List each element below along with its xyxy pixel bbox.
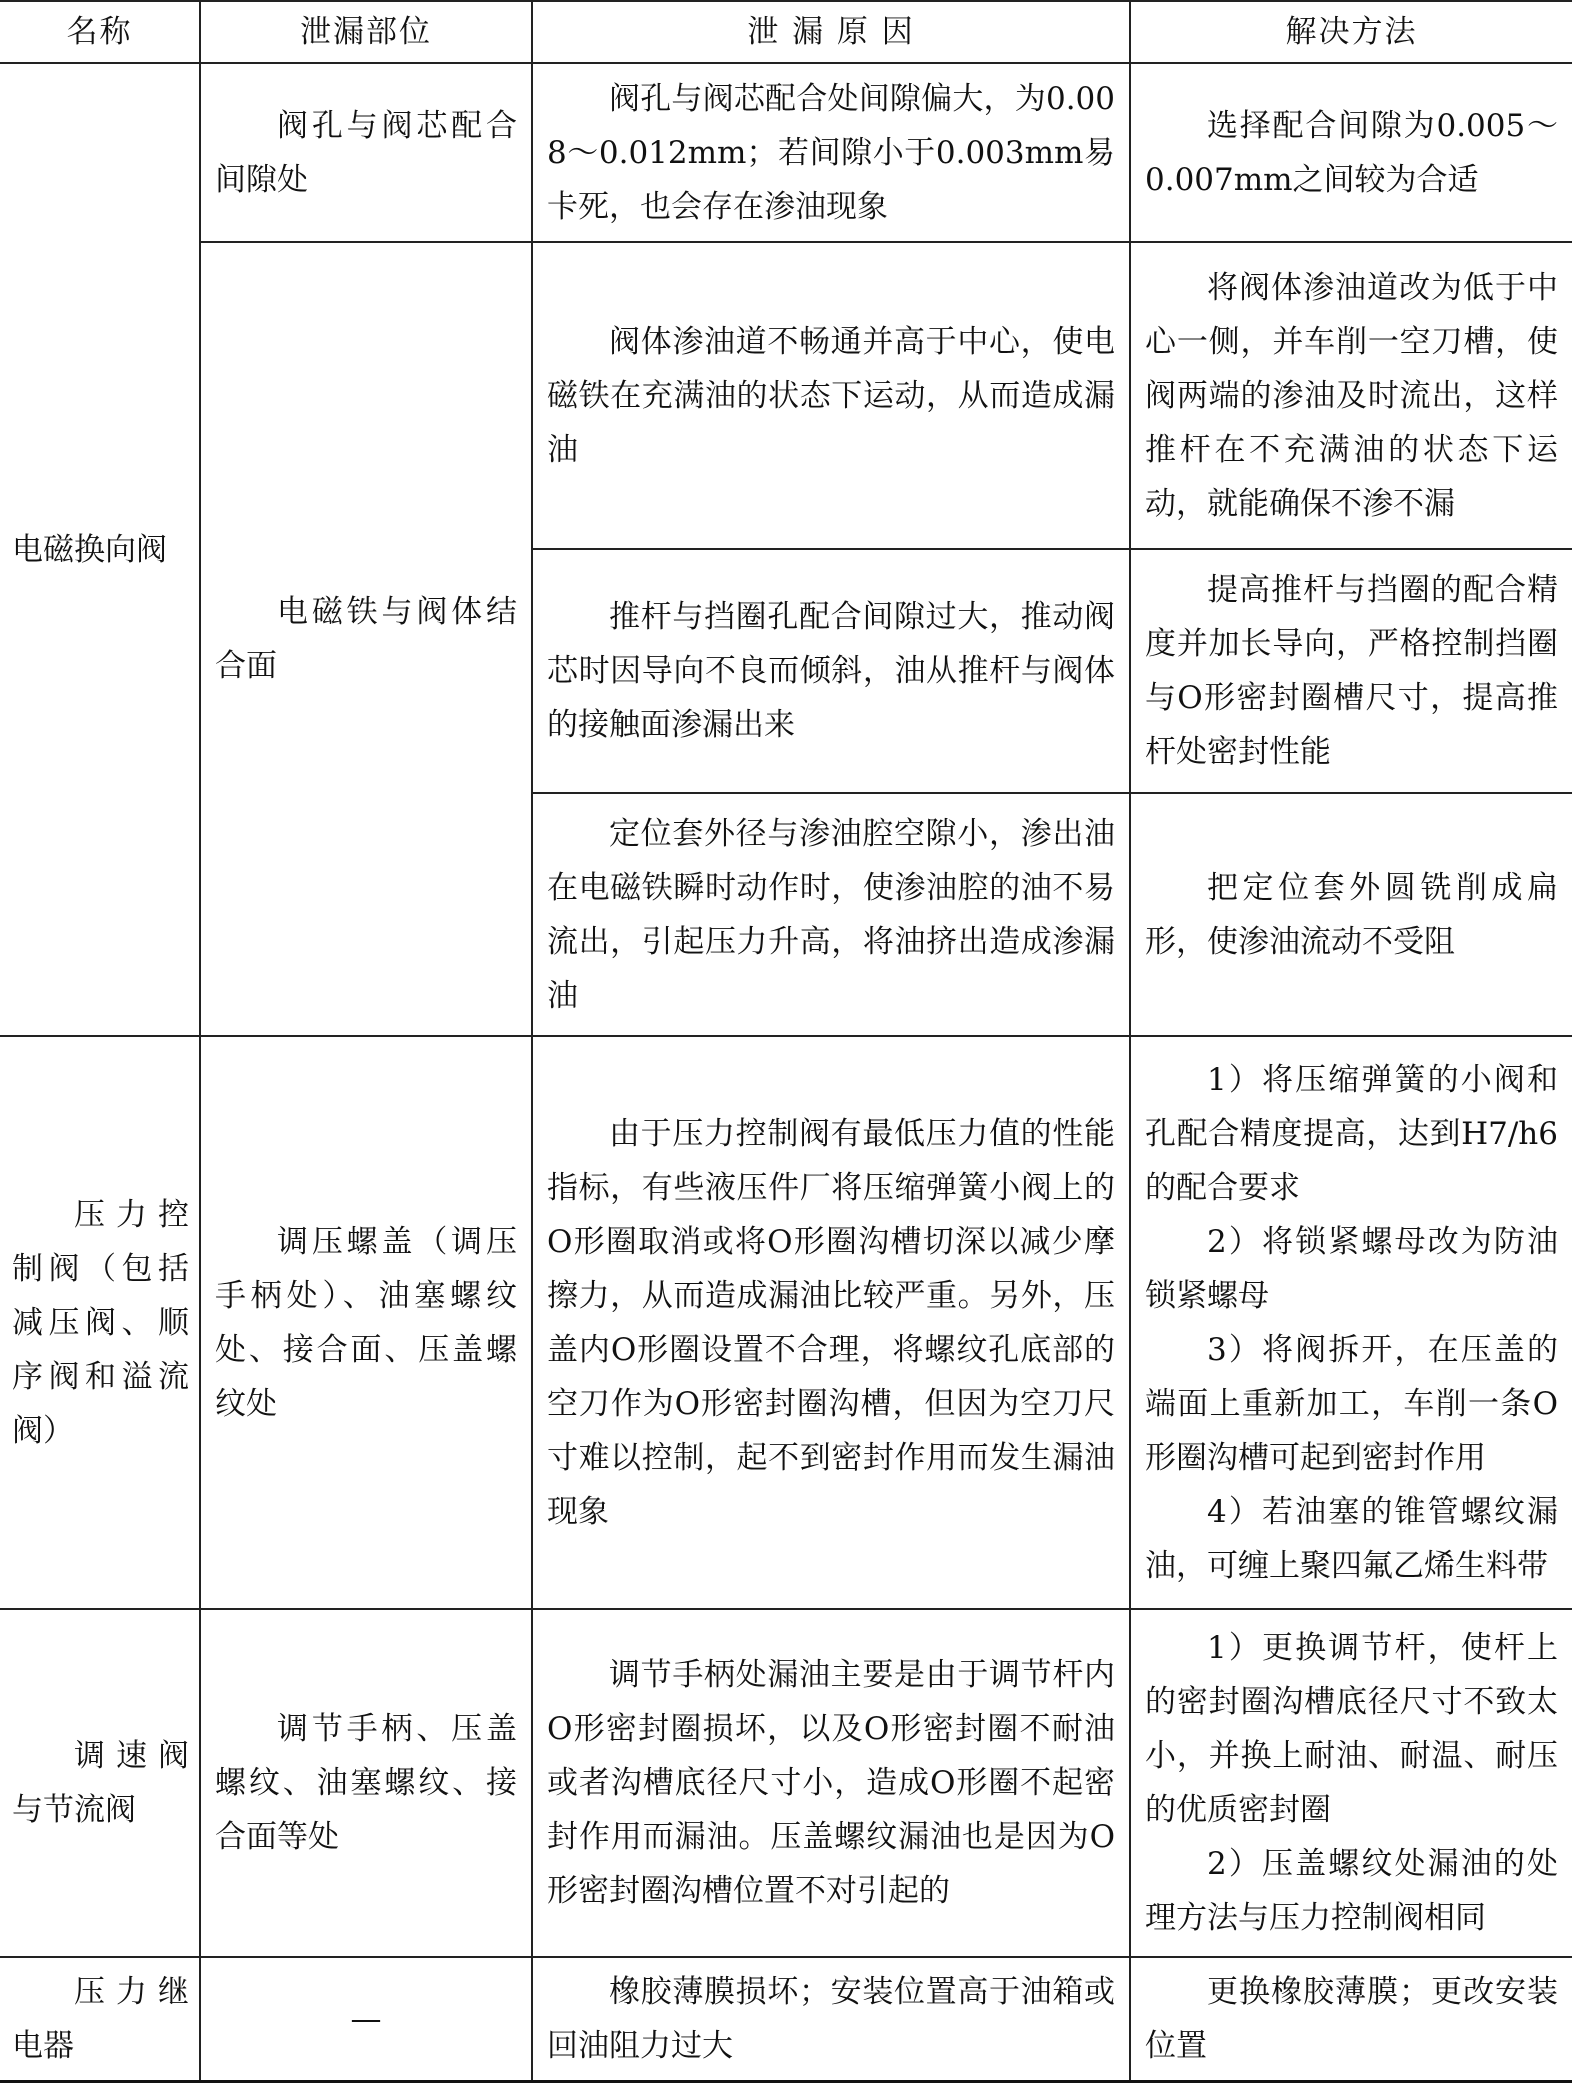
leak-location: 阀孔与阀芯配合间隙处 (200, 63, 532, 242)
leak-solution: 提高推杆与挡圈的配合精度并加长导向，严格控制挡圈与O形密封圈槽尺寸，提高推杆处密封性能 (1130, 549, 1572, 793)
table-row (0, 63, 1572, 242)
solution-step: 1）更换调节杆，使杆上的密封圈沟槽底径尺寸不致太小，并换上耐油、耐温、耐压的优质密封圈 (1145, 1629, 1558, 1828)
leak-location: 调节手柄、压盖螺纹、油塞螺纹、接合面等处 (200, 1609, 532, 1957)
valve-name: 电磁换向阀 (0, 63, 200, 1036)
leak-solution: 将阀体渗油道改为低于中心一侧，并车削一空刀槽，使阀两端的渗油及时流出，这样推杆在不充满油的状态下运动，就能确保不渗不漏 (1130, 242, 1572, 549)
leak-cause: 由于压力控制阀有最低压力值的性能指标，有些液压件厂将压缩弹簧小阀上的O形圈取消或将O形圈沟槽切深以减少摩擦力，从而造成漏油比较严重。另外，压盖内O形圈设置不合理，将螺纹孔底部的空刀作为O形密封圈沟槽，但因为空刀尺寸难以控制，起不到密封作用而发生漏油现象 (532, 1036, 1130, 1609)
solution-step: 2）压盖螺纹处漏油的处理方法与压力控制阀相同 (1145, 1845, 1558, 1936)
header-solution: 解决方法 (1130, 1, 1572, 63)
leak-location: — (200, 1957, 532, 2082)
leak-cause: 阀体渗油道不畅通并高于中心，使电磁铁在充满油的状态下运动，从而造成漏油 (532, 242, 1130, 549)
leak-solution: 把定位套外圆铣削成扁形，使渗油流动不受阻 (1130, 793, 1572, 1037)
header-row (0, 1, 1572, 63)
leak-cause: 定位套外径与渗油腔空隙小，渗出油在电磁铁瞬时动作时，使渗油腔的油不易流出，引起压力升高，将油挤出造成渗漏油 (532, 793, 1130, 1037)
valve-name: 调速阀与节流阀 (0, 1609, 200, 1957)
leak-cause: 调节手柄处漏油主要是由于调节杆内O形密封圈损坏，以及O形密封圈不耐油或者沟槽底径尺寸小，造成O形圈不起密封作用而漏油。压盖螺纹漏油也是因为O形密封圈沟槽位置不对引起的 (532, 1609, 1130, 1957)
header-cause: 泄 漏 原 因 (532, 1, 1130, 63)
table-row (0, 1609, 1572, 1957)
table-row (0, 1957, 1572, 2082)
table-row (0, 242, 1572, 549)
leak-solution (1130, 1036, 1572, 1609)
header-name: 名称 (0, 1, 200, 63)
leak-cause: 阀孔与阀芯配合处间隙偏大，为0.008～0.012mm；若间隙小于0.003mm易卡死，也会存在渗油现象 (532, 63, 1130, 242)
leak-cause: 橡胶薄膜损坏；安装位置高于油箱或回油阻力过大 (532, 1957, 1130, 2082)
table-row (0, 1036, 1572, 1609)
leak-solution: 更换橡胶薄膜；更改安装位置 (1130, 1957, 1572, 2082)
leak-solution (1130, 1609, 1572, 1957)
valve-name: 压力继电器 (0, 1957, 200, 2082)
solution-step: 4）若油塞的锥管螺纹漏油，可缠上聚四氟乙烯生料带 (1145, 1493, 1558, 1584)
valve-name: 压力控制阀（包括减压阀、顺序阀和溢流阀） (0, 1036, 200, 1609)
solution-step: 1）将压缩弹簧的小阀和孔配合精度提高，达到H7/h6的配合要求 (1145, 1061, 1558, 1206)
leak-cause: 推杆与挡圈孔配合间隙过大，推动阀芯时因导向不良而倾斜，油从推杆与阀体的接触面渗漏出来 (532, 549, 1130, 793)
leak-location: 调压螺盖（调压手柄处）、油塞螺纹处、接合面、压盖螺纹处 (200, 1036, 532, 1609)
solution-step: 2）将锁紧螺母改为防油锁紧螺母 (1145, 1223, 1558, 1314)
header-location: 泄漏部位 (200, 1, 532, 63)
solution-step: 3）将阀拆开，在压盖的端面上重新加工，车削一条O形圈沟槽可起到密封作用 (1145, 1331, 1558, 1476)
leak-location: 电磁铁与阀体结合面 (200, 242, 532, 1036)
leak-solution: 选择配合间隙为0.005～0.007mm之间较为合适 (1130, 63, 1572, 242)
